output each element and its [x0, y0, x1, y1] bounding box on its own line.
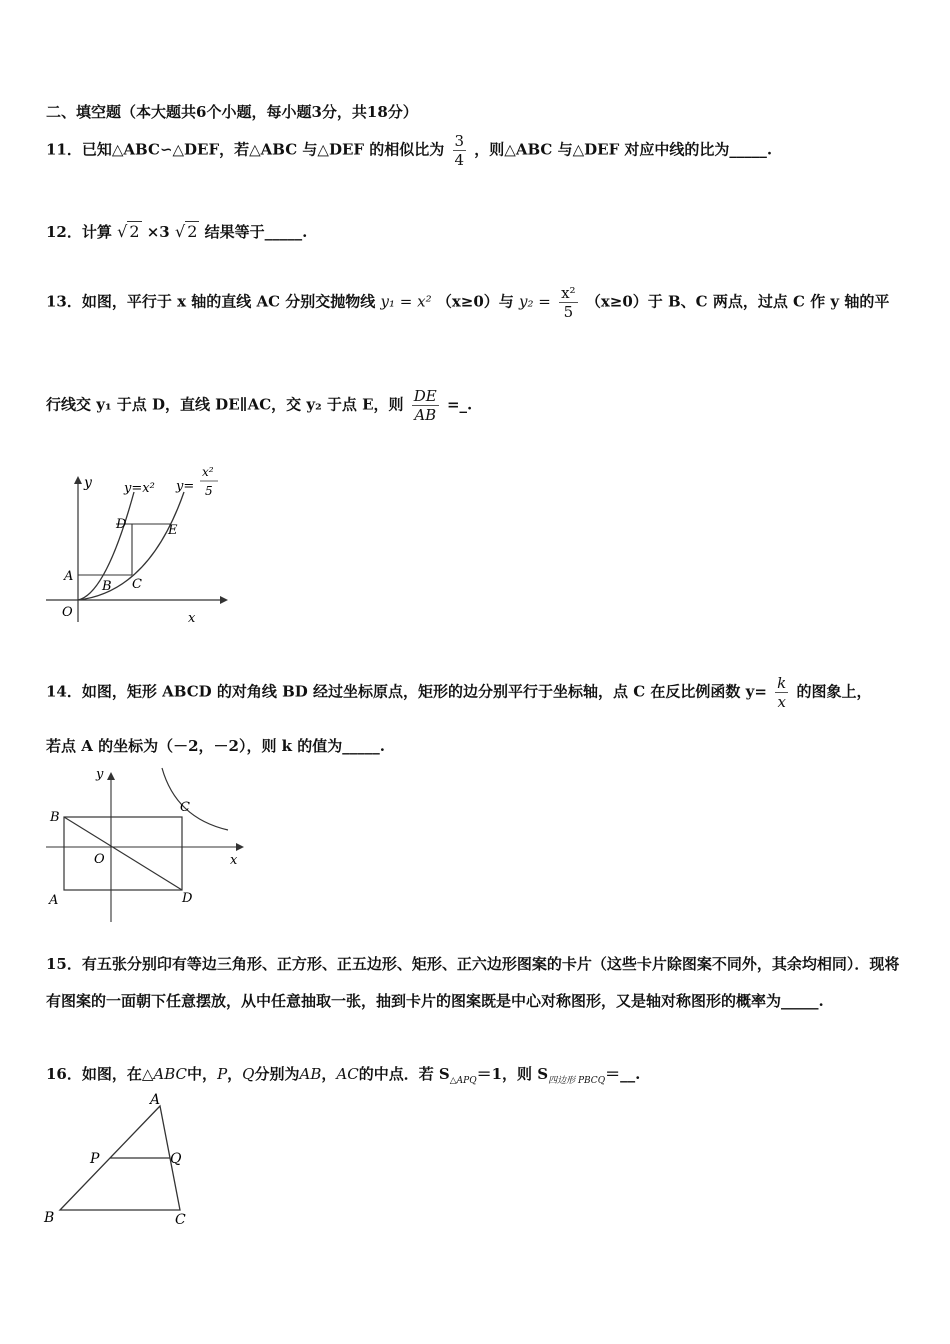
q14-fraction	[775, 674, 788, 711]
q13-y2-lhs: y₂ =	[519, 292, 551, 311]
section-title: 二、填空题（本大题共6个小题，每小题3分，共18分）	[46, 103, 418, 121]
q13-curve2-den: 5	[205, 484, 213, 498]
q14-x-label: x	[230, 853, 238, 868]
q13-y2-num: x²	[561, 284, 576, 302]
q13-ratio-num: DE	[413, 387, 437, 405]
q14-point-c: C	[180, 800, 190, 815]
q16-mid1: 中，	[187, 1065, 218, 1083]
q13-point-a: A	[64, 569, 74, 584]
question-15: 15．有五张分别印有等边三角形、正方形、正五边形、矩形、正六边形图案的卡片（这些卡片除图案不同外，其余均相同）．现将有图案的一面朝下任意摆放，从中任意抽取一张，抽到卡片的图案既是中心对称图形，又是轴对称图形的概率为_____.	[46, 955, 900, 1010]
q16-mid2: 分别为	[254, 1065, 300, 1083]
q14-line2: 若点 A 的坐标为（－2，－2），则 k 的值为_____.	[46, 737, 386, 755]
q12-radicand-1: 2	[129, 222, 140, 241]
q14-y-arrow-icon	[107, 772, 115, 780]
q13-figure	[44, 462, 234, 630]
question-14-line2	[46, 736, 385, 756]
q13-point-c: C	[132, 577, 142, 592]
q16-eq2: ＝__.	[605, 1065, 641, 1083]
q13-line2-suffix: =_.	[446, 395, 473, 414]
q13-point-d: D	[116, 517, 127, 532]
question-13	[46, 284, 889, 321]
q14-frac-num: k	[777, 674, 787, 692]
q12-suffix: 结果等于_____.	[204, 223, 308, 241]
q13-x-label: x	[188, 611, 196, 626]
q13-prefix: 13．如图，平行于 x 轴的直线 AC 分别交抛物线	[46, 292, 376, 311]
question-14	[46, 674, 871, 711]
q14-origin-label: O	[94, 852, 105, 867]
q16-point-a: A	[150, 1092, 161, 1108]
q14-point-d: D	[182, 891, 193, 906]
q14-prefix: 14．如图，矩形 ABCD 的对角线 BD 经过坐标原点，矩形的边分别平行于坐标轴，点 C 在反比例函数 y=	[46, 682, 767, 701]
q13-y1: y₁ = x²	[380, 292, 432, 311]
q13-curve-y2	[78, 492, 184, 600]
q14-hyperbola	[162, 768, 228, 830]
q16-point-b: B	[44, 1210, 55, 1226]
q13-y2-fraction	[559, 284, 577, 321]
q14-x-arrow-icon	[236, 843, 244, 851]
q13-curve2-num: x²	[202, 465, 214, 479]
q13-origin-label: O	[62, 605, 73, 620]
q16-point-p: P	[90, 1151, 100, 1167]
q13-point-b: B	[102, 579, 112, 594]
q16-prefix: 16．如图，在△	[46, 1065, 154, 1083]
q11-prefix: 11．已知△ABC∽△DEF，若△ABC 与△DEF 的相似比为	[46, 140, 445, 159]
q13-curve1-label: y=x²	[124, 481, 155, 496]
q11-frac-num: 3	[454, 132, 465, 150]
q16-figure	[40, 1090, 200, 1230]
q11-suffix: ，则△ABC 与△DEF 对应中线的比为_____.	[474, 140, 773, 159]
q16-point-q: Q	[170, 1151, 182, 1167]
question-12	[46, 222, 307, 242]
q13-ratio-den: AB	[414, 406, 437, 424]
q12-sqrt-2: √ 2	[174, 222, 198, 241]
q13-y-label: y	[84, 475, 92, 491]
q14-diagonal-bd	[64, 817, 182, 890]
q14-figure	[44, 764, 250, 926]
q13-x-arrow-icon	[220, 596, 228, 604]
q16-ab: AB	[299, 1065, 322, 1083]
q13-point-e: E	[168, 523, 178, 538]
q14-point-a: A	[49, 893, 59, 908]
question-16	[46, 1064, 640, 1091]
q14-y-label: y	[96, 767, 104, 782]
q12-prefix: 12．计算	[46, 223, 112, 241]
q11-fraction	[453, 132, 467, 169]
q14-suffix: 的图象上，	[796, 682, 872, 701]
q13-curve2-label-lhs: y=	[176, 479, 195, 494]
q16-s2-sub: 四边形 PBCQ	[548, 1076, 606, 1086]
q16-s1-sub: △APQ	[449, 1076, 477, 1086]
q12-sqrt-1: √ 2	[117, 222, 140, 241]
q12-times: ×3	[146, 223, 170, 241]
q16-comma2: ，	[321, 1065, 337, 1083]
q16-p: P	[217, 1065, 228, 1083]
q12-radicand-2: 2	[187, 222, 198, 241]
q16-q: Q	[242, 1065, 255, 1083]
q14-frac-den: x	[777, 693, 786, 711]
q16-point-c: C	[175, 1212, 186, 1228]
q16-comma: ，	[227, 1065, 243, 1083]
q13-y-arrow-icon	[74, 476, 82, 484]
q13-ratio-fraction	[412, 387, 439, 424]
q14-point-b: B	[50, 810, 60, 825]
q13-line2-prefix: 行线交 y₁ 于点 D，直线 DE∥AC，交 y₂ 于点 E，则	[46, 395, 404, 414]
q16-ac: AC	[336, 1065, 359, 1083]
q16-mid3: 的中点．若 S	[358, 1065, 450, 1083]
q13-cond1: （x≥0）与	[436, 292, 514, 311]
question-13-line2	[46, 387, 472, 424]
q13-y2-den: 5	[563, 303, 574, 321]
q13-cond2: （x≥0）于 B、C 两点，过点 C 作 y 轴的平	[585, 292, 890, 311]
q11-frac-den: 4	[454, 151, 465, 169]
question-11	[46, 132, 772, 169]
q16-eq1: ＝1，则 S	[476, 1065, 549, 1083]
q16-triangle: ABC	[153, 1065, 188, 1083]
